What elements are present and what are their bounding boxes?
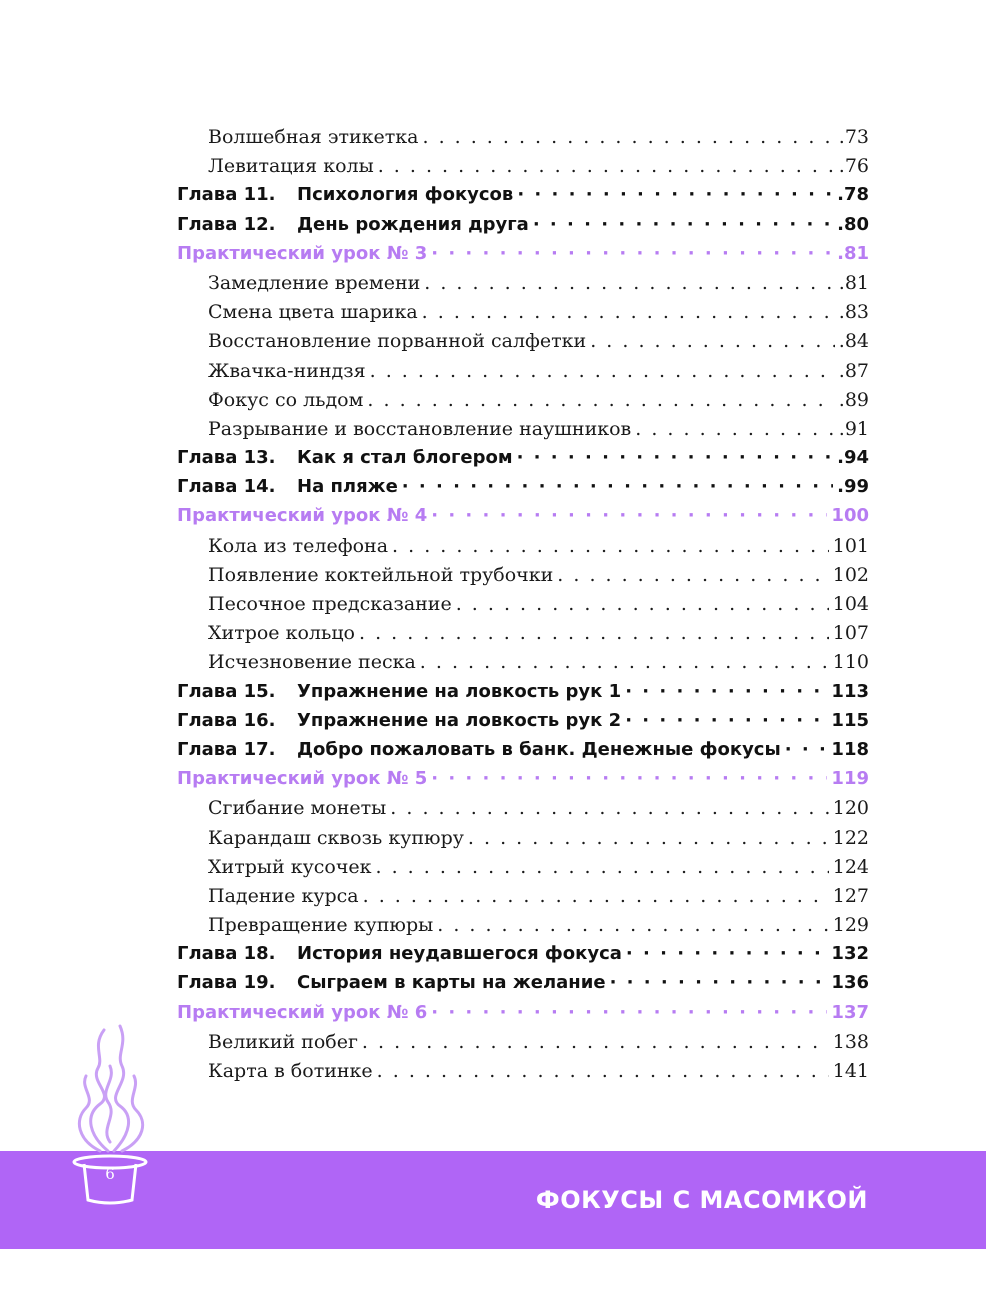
chapter-number: Глава 17. [177, 738, 276, 760]
toc-chapter-row [177, 739, 869, 768]
toc-lesson-row [177, 1002, 869, 1031]
leader-dots [557, 564, 828, 586]
toc-page-number: .73 [838, 126, 869, 148]
toc-title: Практический урок № 3 [177, 242, 428, 264]
toc-page-number: 122 [832, 826, 869, 849]
leader-dots [390, 797, 828, 819]
leader-dots [533, 214, 833, 235]
toc-item-row [177, 389, 869, 418]
leader-dots [456, 593, 829, 615]
leader-dots [422, 301, 835, 323]
toc-title: Сгибание монеты [208, 797, 387, 820]
leader-dots [625, 681, 827, 702]
toc-chapter-row [177, 447, 869, 476]
toc-chapter-row [177, 710, 869, 739]
chapter-number: Глава 11. [177, 184, 276, 206]
toc-item-row [177, 301, 869, 330]
toc-item-row [177, 797, 869, 826]
toc-title: Фокус со льдом [208, 388, 364, 411]
leader-dots [785, 739, 828, 760]
toc-page-number: 115 [831, 709, 869, 731]
leader-dots [625, 710, 827, 731]
toc-title: Сыграем в карты на желание [297, 972, 606, 994]
chapter-number: Глава 13. [177, 447, 276, 469]
toc-title: Практический урок № 5 [177, 768, 428, 790]
toc-item-row [177, 885, 869, 914]
toc-lesson-row [177, 768, 869, 797]
toc-title: Появление коктейльной трубочки [208, 563, 554, 586]
chapter-number: Глава 18. [177, 943, 276, 965]
chapter-number: Глава 15. [177, 680, 276, 702]
toc-page-number: .91 [838, 417, 869, 440]
book-title: ФОКУСЫ С МАСОМКОЙ [535, 1186, 868, 1214]
toc-page-number: 101 [832, 534, 869, 557]
toc-page-number: .94 [837, 447, 869, 469]
leader-dots [367, 389, 834, 411]
chapter-number: Глава 16. [177, 709, 276, 731]
toc-item-row [177, 126, 869, 155]
toc-title: Как я стал блогером [297, 447, 513, 469]
toc-title: Падение курса [208, 884, 359, 907]
toc-page-number: .78 [837, 184, 869, 206]
toc-page-number: 100 [831, 505, 869, 527]
leader-dots [422, 126, 834, 148]
leader-dots [437, 914, 829, 936]
toc-page-number: 104 [832, 593, 869, 615]
toc-item-row [177, 535, 869, 564]
toc-page-number: 110 [832, 651, 869, 674]
toc-page-number: .81 [838, 271, 869, 294]
toc-title: Восстановление порванной салфетки [208, 330, 587, 353]
toc-page-number: .76 [838, 155, 869, 178]
toc-title: История неудавшегося фокуса [297, 943, 622, 965]
toc-page-number: 141 [832, 1060, 869, 1082]
leader-dots [431, 768, 827, 789]
toc-title: Разрывание и восстановление наушников [208, 417, 632, 440]
toc-page-number: .89 [838, 388, 869, 411]
toc-item-row [177, 330, 869, 359]
chapter-number: Глава 12. [177, 213, 276, 235]
leader-dots [424, 272, 835, 294]
toc-item-row [177, 155, 869, 184]
toc-page-number: 113 [831, 680, 869, 702]
toc-title: Упражнение на ловкость рук 2 [297, 709, 622, 731]
toc-item-row [177, 914, 869, 943]
toc-title: Смена цвета шарика [208, 301, 418, 324]
leader-dots [359, 622, 829, 644]
leader-dots [362, 1031, 829, 1053]
toc-page-number: 129 [832, 914, 869, 937]
toc-title: Карандаш сквозь купюру [208, 826, 464, 849]
toc-item-row [177, 622, 869, 651]
toc-page-number: 138 [832, 1030, 869, 1053]
toc-page-number: 127 [832, 884, 869, 907]
toc-page-number: .99 [837, 476, 869, 498]
leader-dots [402, 476, 833, 497]
leader-dots [363, 885, 829, 907]
toc-title: Волшебная этикетка [208, 126, 419, 148]
toc-title: День рождения друга [297, 213, 529, 235]
toc-title: Практический урок № 6 [177, 1001, 428, 1023]
toc-item-row [177, 360, 869, 389]
toc-item-row [177, 418, 869, 447]
leader-dots [392, 535, 829, 557]
toc-title: Левитация колы [208, 155, 374, 178]
leader-dots [431, 1002, 827, 1023]
toc-chapter-row [177, 184, 869, 213]
toc-item-row [177, 856, 869, 885]
toc-item-row [177, 272, 869, 301]
toc-page-number: 118 [831, 738, 869, 760]
toc-page-number: .80 [837, 213, 869, 235]
toc-lesson-row [177, 243, 869, 272]
leader-dots [420, 651, 829, 673]
toc-title: Кола из телефона [208, 534, 389, 557]
toc-title: Великий побег [208, 1030, 358, 1053]
toc-item-row [177, 827, 869, 856]
toc-page-number: 120 [832, 797, 869, 820]
toc-title: На пляже [297, 476, 398, 498]
table-of-contents [177, 126, 869, 1089]
toc-item-row [177, 564, 869, 593]
toc-title: Превращение купюры [208, 914, 434, 937]
toc-item-row [177, 1060, 869, 1089]
toc-title: Песочное предсказание [208, 593, 452, 615]
toc-title: Упражнение на ловкость рук 1 [297, 680, 622, 702]
toc-page-number: 136 [831, 972, 869, 994]
toc-item-row [177, 1031, 869, 1060]
toc-title: Жвачка-ниндзя [208, 359, 366, 382]
toc-page-number: .81 [837, 242, 869, 264]
toc-item-row [177, 593, 869, 622]
toc-lesson-row [177, 505, 869, 534]
chapter-number: Глава 14. [177, 476, 276, 498]
toc-page-number: 124 [832, 855, 869, 878]
toc-chapter-row [177, 943, 869, 972]
toc-title: Практический урок № 4 [177, 505, 428, 527]
toc-page-number: .84 [838, 330, 869, 353]
leader-dots [370, 360, 835, 382]
toc-title: Добро пожаловать в банк. Денежные фокусы [297, 738, 781, 760]
chapter-number: Глава 19. [177, 972, 276, 994]
toc-page-number: .87 [838, 359, 869, 382]
toc-page-number: 119 [831, 768, 869, 790]
toc-title: Хитрый кусочек [208, 855, 372, 878]
leader-dots [376, 856, 829, 878]
toc-title: Карта в ботинке [208, 1060, 373, 1082]
toc-chapter-row [177, 214, 869, 243]
toc-title: Исчезновение песка [208, 651, 416, 674]
toc-chapter-row [177, 681, 869, 710]
leader-dots [377, 1060, 829, 1082]
leader-dots [431, 243, 833, 264]
leader-dots [517, 447, 834, 468]
toc-title: Замедление времени [208, 271, 421, 294]
leader-dots [431, 505, 827, 526]
leader-dots [626, 943, 828, 964]
toc-title: Психология фокусов [297, 184, 514, 206]
leader-dots [517, 184, 833, 205]
leader-dots [635, 418, 835, 440]
leader-dots [590, 330, 835, 352]
toc-page-number: 107 [832, 622, 869, 645]
toc-chapter-row [177, 972, 869, 1001]
toc-chapter-row [177, 476, 869, 505]
toc-page-number: 132 [831, 943, 869, 965]
toc-title: Хитрое кольцо [208, 622, 355, 645]
toc-page-number: .83 [838, 301, 869, 324]
toc-page-number: 137 [831, 1001, 869, 1023]
leader-dots [378, 155, 835, 177]
toc-item-row [177, 651, 869, 680]
leader-dots [610, 972, 828, 993]
page-number: 6 [105, 1165, 115, 1183]
leader-dots [468, 827, 829, 849]
toc-page-number: 102 [832, 563, 869, 586]
